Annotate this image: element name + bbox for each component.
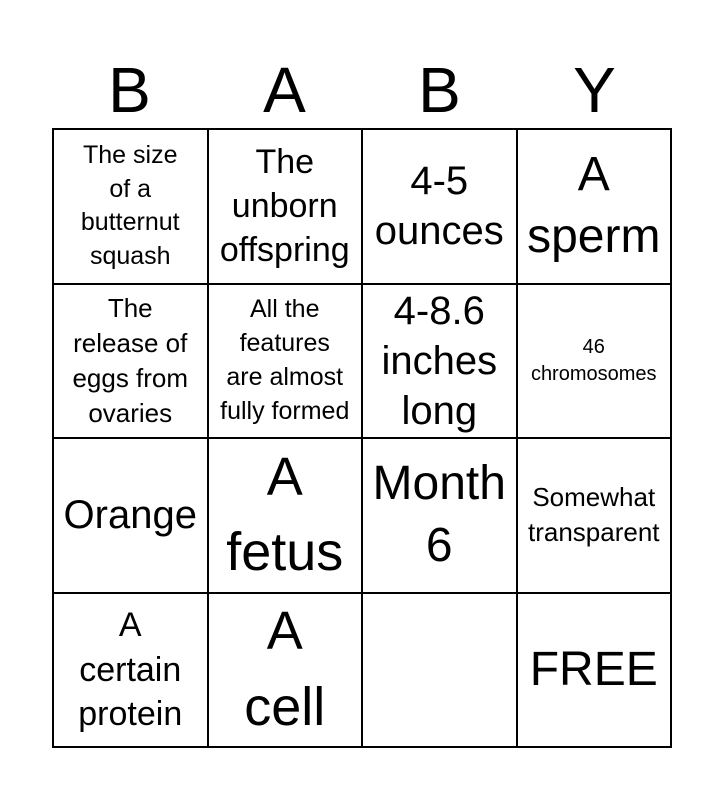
bingo-cell[interactable]: [208, 438, 363, 593]
header-letter-a: A: [263, 54, 306, 126]
bingo-cell[interactable]: [517, 438, 672, 593]
bingo-cell[interactable]: [208, 593, 363, 748]
cell-text: 4-5 ounces: [374, 159, 504, 254]
cell-text: A sperm: [527, 147, 661, 264]
cell-text: Somewhat transparent: [527, 482, 660, 548]
bingo-cell[interactable]: [362, 438, 517, 593]
bingo-header: [52, 52, 672, 128]
bingo-cell[interactable]: [208, 284, 363, 439]
bingo-cell[interactable]: [208, 129, 363, 284]
bingo-cell[interactable]: [517, 284, 672, 439]
cell-text: The release of eggs from ovaries: [72, 292, 189, 428]
cell-text: Month 6: [372, 456, 506, 573]
cell-text: A cell: [244, 601, 326, 737]
bingo-cell-free[interactable]: [517, 593, 672, 748]
cell-text: The unborn offspring: [219, 142, 350, 270]
bingo-cell[interactable]: [53, 129, 208, 284]
bingo-cell[interactable]: [362, 129, 517, 284]
bingo-cell[interactable]: [362, 284, 517, 439]
bingo-cell[interactable]: [53, 593, 208, 748]
bingo-cell-empty[interactable]: [362, 593, 517, 748]
bingo-board: [52, 128, 672, 748]
bingo-cell[interactable]: [53, 438, 208, 593]
cell-text: All the features are almost fully formed: [220, 295, 350, 425]
cell-text: 46 chromosomes: [530, 335, 657, 385]
cell-text: 4-8.6 inches long: [381, 288, 498, 433]
header-letter-b: B: [108, 54, 151, 126]
cell-text: A fetus: [226, 446, 344, 583]
header-letter-b: B: [418, 54, 461, 126]
cell-text: A certain protein: [78, 606, 183, 733]
header-letter-y: Y: [573, 54, 616, 126]
cell-text: FREE: [529, 642, 658, 696]
bingo-cell[interactable]: [517, 129, 672, 284]
cell-text: Orange: [63, 493, 197, 538]
cell-text: The size of a butternut squash: [80, 140, 180, 270]
bingo-cell[interactable]: [53, 284, 208, 439]
